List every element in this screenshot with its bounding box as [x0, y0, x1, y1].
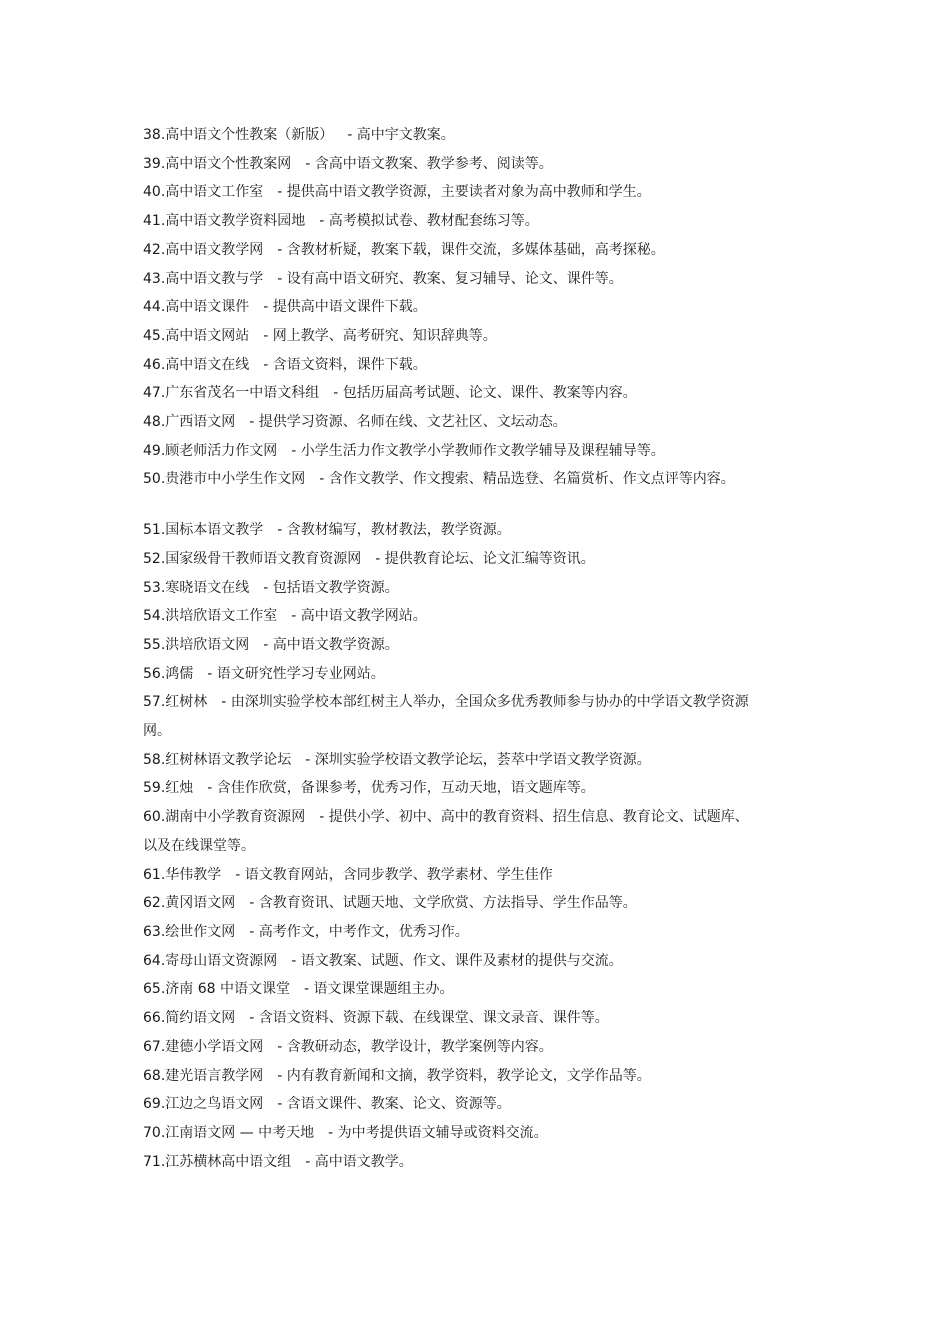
list-item: [143, 1062, 758, 1091]
site-description: - 为中考提供语文辅导或资料交流。: [328, 1124, 548, 1141]
site-name: 70.江南语文网 — 中考天地: [143, 1124, 315, 1141]
site-name: 47.广东省茂名一中语文科组: [143, 385, 320, 402]
site-description: - 含作文教学、作文搜索、精品选登、名篇赏析、作文点评等内容。: [319, 471, 735, 488]
site-description: - 含教材析疑，教案下载，课件交流，多媒体基础，高考探秘。: [277, 241, 665, 258]
list-item: [143, 150, 758, 179]
site-name: 65.济南 68 中语文课堂: [143, 981, 290, 998]
site-name: 69.江边之鸟语文网: [143, 1096, 264, 1113]
site-description: - 含教研动态，教学设计，教学案例等内容。: [277, 1038, 553, 1055]
site-description: - 包括语文教学资源。: [263, 579, 399, 596]
site-description: - 语文教案、试题、作文、课件及素材的提供与交流。: [291, 952, 623, 969]
site-name: 42.高中语文教学网: [143, 241, 264, 258]
list-item: [143, 265, 758, 294]
site-name: 62.黄冈语文网: [143, 895, 236, 912]
site-name: 45.高中语文网站: [143, 327, 250, 344]
site-name: 67.建德小学语文网: [143, 1038, 264, 1055]
list-item: [143, 207, 758, 236]
site-description: - 网上教学、高考研究、知识辞典等。: [263, 327, 497, 344]
site-description: - 含语文课件、教案、论文、资源等。: [277, 1096, 511, 1113]
list-item: [143, 574, 758, 603]
site-name: 46.高中语文在线: [143, 356, 250, 373]
list-item: [143, 545, 758, 574]
site-name: 39.高中语文个性教案网: [143, 155, 292, 172]
website-list: [143, 121, 758, 1176]
list-item: [143, 918, 758, 947]
site-description: - 含佳作欣赏，备课参考，优秀习作，互动天地，语文题库等。: [207, 780, 595, 797]
site-name: 50.贵港市中小学生作文网: [143, 471, 306, 488]
list-item: [143, 1033, 758, 1062]
site-name: 60.湖南中小学教育资源网: [143, 809, 306, 826]
list-item: [143, 516, 758, 545]
list-item: [143, 322, 758, 351]
site-description: - 语文课堂课题组主办。: [303, 981, 454, 998]
list-item: [143, 121, 758, 150]
site-name: 38.高中语文个性教案（新版）: [143, 127, 334, 143]
site-description: - 高中宇文教案。: [347, 127, 455, 143]
site-description: - 含语文资料，课件下载。: [263, 356, 427, 373]
site-description: - 提供学习资源、名师在线、文艺社区、文坛动态。: [249, 414, 567, 431]
site-name: 52.国家级骨干教师语文教育资源网: [143, 550, 362, 567]
site-name: 54.洪培欣语文工作室: [143, 608, 278, 625]
list-item: [143, 465, 758, 494]
site-name: 61.华伟教学: [143, 866, 222, 883]
list-item: [143, 1090, 758, 1119]
list-item: [143, 660, 758, 689]
list-item: [143, 1119, 758, 1148]
site-description: - 高中语文教学。: [305, 1153, 413, 1170]
site-description: - 包括历届高考试题、论文、课件、教案等内容。: [333, 385, 637, 402]
site-description: - 高考模拟试卷、教材配套练习等。: [319, 213, 539, 230]
site-description: - 提供小学、初中、高中的教育资料、招生信息、教育论文、试题库、以及在线课堂等。: [143, 809, 749, 854]
site-name: 71.江苏横林高中语文组: [143, 1153, 292, 1170]
site-name: 41.高中语文教学资料园地: [143, 213, 306, 230]
site-name: 55.洪培欣语文网: [143, 636, 250, 653]
list-item: [143, 774, 758, 803]
site-name: 44.高中语文课件: [143, 299, 250, 316]
site-name: 66.简约语文网: [143, 1010, 236, 1027]
list-item: [143, 437, 758, 466]
site-description: - 高中语文教学资源。: [263, 636, 399, 653]
site-description: - 高中语文教学网站。: [291, 608, 427, 625]
list-item: [143, 351, 758, 380]
list-item: [143, 975, 758, 1004]
site-description: - 提供教育论坛、论文汇编等资讯。: [375, 550, 595, 567]
site-description: - 语文研究性学习专业网站。: [207, 665, 385, 682]
site-name: 56.鸿儒: [143, 665, 194, 682]
site-description: - 小学生活力作文教学小学教师作文教学辅导及课程辅导等。: [291, 442, 665, 459]
site-name: 59.红烛: [143, 780, 194, 797]
site-name: 68.建光语言教学网: [143, 1067, 264, 1084]
list-item: [143, 1004, 758, 1033]
site-name: 51.国标本语文教学: [143, 522, 264, 539]
site-name: 58.红树林语文教学论坛: [143, 751, 292, 768]
site-name: 64.寄母山语文资源网: [143, 952, 278, 969]
list-item: [143, 803, 758, 860]
list-item: [143, 889, 758, 918]
site-description: - 含教材编写，教材教法，教学资源。: [277, 522, 511, 539]
list-item: [143, 688, 758, 745]
site-name: 43.高中语文教与学: [143, 270, 264, 287]
site-description: - 提供高中语文教学资源，主要读者对象为高中教师和学生。: [277, 184, 651, 201]
list-item: [143, 178, 758, 207]
list-item: [143, 947, 758, 976]
site-description: - 提供高中语文课件下载。: [263, 299, 427, 316]
site-name: 40.高中语文工作室: [143, 184, 264, 201]
site-description: - 设有高中语文研究、教案、复习辅导、论文、课件等。: [277, 270, 623, 287]
site-description: - 语文教育网站，含同步教学、教学素材、学生佳作: [235, 866, 553, 883]
list-item: [143, 236, 758, 265]
site-description: - 由深圳实验学校本部红树主人举办，全国众多优秀教师参与协办的中学语文教学资源网。: [143, 694, 749, 740]
list-item: [143, 1148, 758, 1177]
site-description: - 内有教育新闻和文摘，教学资料，教学论文，文学作品等。: [277, 1067, 651, 1084]
site-description: - 含教育资讯、试题天地、文学欣赏、方法指导、学生作品等。: [249, 895, 637, 912]
list-item: [143, 408, 758, 437]
site-name: 49.顾老师活力作文网: [143, 442, 278, 459]
site-name: 63.绘世作文网: [143, 923, 236, 940]
site-name: 48.广西语文网: [143, 414, 236, 431]
list-item: [143, 631, 758, 660]
site-description: - 高考作文，中考作文，优秀习作。: [249, 923, 469, 940]
site-description: - 含语文资料、资源下载、在线课堂、课文录音、课件等。: [249, 1010, 609, 1027]
site-name: 57.红树林: [143, 694, 208, 711]
list-item: [143, 602, 758, 631]
list-item: [143, 379, 758, 408]
site-description: - 含高中语文教案、教学参考、阅读等。: [305, 155, 553, 172]
site-description: - 深圳实验学校语文教学论坛，荟萃中学语文教学资源。: [305, 751, 651, 768]
list-item: [143, 746, 758, 775]
list-item: [143, 861, 758, 890]
list-item: [143, 293, 758, 322]
site-name: 53.寒晓语文在线: [143, 579, 250, 596]
